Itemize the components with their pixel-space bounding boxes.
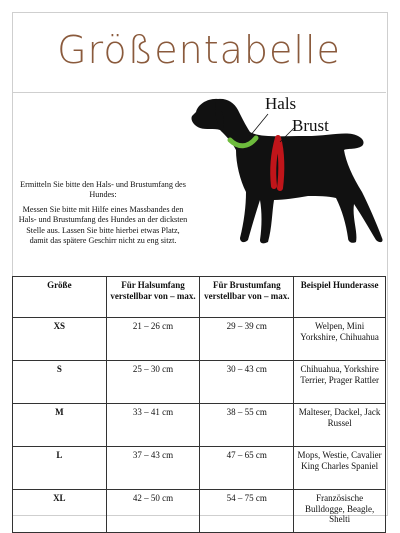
brustumfang-cell: 29 – 39 cm [200, 318, 294, 361]
header-hunderasse: Beispiel Hunderasse [294, 277, 386, 318]
header-groesse: Größe [13, 277, 107, 318]
page-title: Größentabelle [57, 28, 341, 72]
hunderasse-cell: Welpen, Mini Yorkshire, Chihuahua [294, 318, 386, 361]
brust-label: Brust [292, 116, 329, 135]
halsumfang-cell: 25 – 30 cm [106, 361, 200, 404]
measuring-instructions [18, 180, 188, 250]
size-cell: XL [13, 490, 107, 533]
table-row [13, 318, 386, 361]
brustumfang-cell: 47 – 65 cm [200, 447, 294, 490]
size-table [12, 276, 386, 533]
hals-pointer-line [250, 114, 268, 136]
brustumfang-cell: 30 – 43 cm [200, 361, 294, 404]
table-row [13, 404, 386, 447]
hunderasse-cell: Französische Bulldogge, Beagle, Shelti [294, 490, 386, 533]
instruction-intro: Ermitteln Sie bitte den Hals- und Brustumfang des Hundes: [20, 180, 186, 200]
header-brustumfang: Für Brustumfang verstellbar von – max. [200, 277, 294, 318]
halsumfang-cell: 21 – 26 cm [106, 318, 200, 361]
dog-silhouette-illustration [186, 92, 386, 258]
size-cell: L [13, 447, 107, 490]
size-cell: S [13, 361, 107, 404]
halsumfang-cell: 33 – 41 cm [106, 404, 200, 447]
size-cell: M [13, 404, 107, 447]
header-halsumfang: Für Halsumfang verstellbar von – max. [106, 277, 200, 318]
table-row [13, 490, 386, 533]
halsumfang-cell: 37 – 43 cm [106, 447, 200, 490]
title-box [12, 12, 386, 93]
instruction-detail: Messen Sie bitte mit Hilfe eines Massbandes den Hals- und Brustumfang des Hundes an der dicksten Stelle aus. Lassen Sie bitte hierbei etwas Platz, damit das spätere Geschirr nicht zu eng sitzt. [18, 204, 188, 246]
size-cell: XS [13, 318, 107, 361]
hunderasse-cell: Chihuahua, Yorkshire Terrier, Prager Rattler [294, 361, 386, 404]
table-row [13, 361, 386, 404]
brustumfang-cell: 54 – 75 cm [200, 490, 294, 533]
hunderasse-cell: Mops, Westie, Cavalier King Charles Spaniel [294, 447, 386, 490]
halsumfang-cell: 42 – 50 cm [106, 490, 200, 533]
hals-label: Hals [265, 94, 297, 113]
table-header-row [13, 277, 386, 318]
brustumfang-cell: 38 – 55 cm [200, 404, 294, 447]
hunderasse-cell: Malteser, Dackel, Jack Russel [294, 404, 386, 447]
table-row [13, 447, 386, 490]
